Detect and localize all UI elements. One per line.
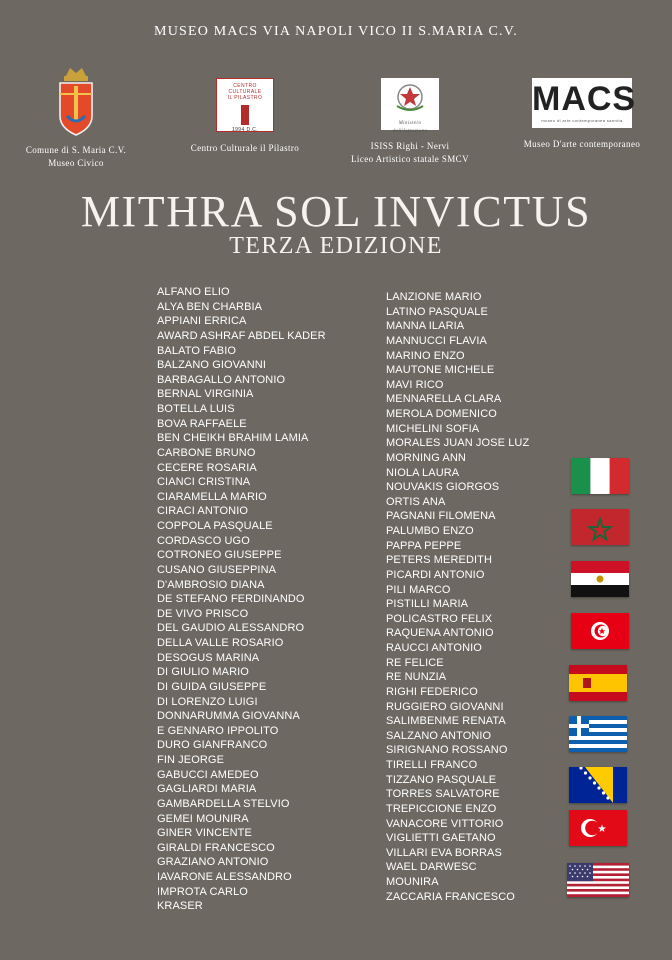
participant-name: COPPOLA PASQUALE	[157, 520, 273, 532]
logo-isiss	[334, 78, 486, 166]
tunisia-flag-icon	[571, 613, 629, 649]
participant-name: NOUVAKIS GIORGOS	[386, 481, 500, 494]
participant-name: MENNARELLA CLARA	[386, 393, 502, 406]
participant-name: CIANCI CRISTINA	[157, 476, 251, 489]
egypt-flag-icon	[571, 561, 629, 597]
participant-name: APPIANI ERRICA	[157, 315, 247, 328]
participant-name: TIZZANO PASQUALE	[386, 773, 497, 786]
participant-name: PILI MARCO	[386, 583, 451, 596]
participant-name: GRAZIANO ANTONIO	[157, 856, 269, 869]
participant-name: VANACORE VITTORIO	[386, 817, 504, 830]
logo-macs	[502, 78, 662, 151]
participant-name: IAVARONE ALESSANDRO	[157, 871, 292, 883]
participant-name: CECERE ROSARIA	[157, 461, 257, 474]
participant-name: MORNING ANN	[386, 451, 466, 464]
participant-name: BALZANO GIOVANNI	[157, 359, 266, 372]
participant-name: TORRES SALVATORE	[386, 788, 500, 801]
participant-name: ORTIS ANA	[386, 495, 446, 508]
participant-name: CIRACI ANTONIO	[157, 505, 249, 518]
usa-flag-icon	[567, 863, 629, 897]
participant-name: PICARDI ANTONIO	[386, 568, 485, 581]
participant-name: DE VIVO PRISCO	[157, 607, 249, 620]
participant-name: SIRIGNANO ROSSANO	[386, 744, 508, 757]
participant-name: PAGNANI FILOMENA	[386, 510, 496, 523]
participant-name: CIARAMELLA MARIO	[157, 490, 267, 503]
participant-name: DONNARUMMA GIOVANNA	[157, 710, 300, 723]
participant-name: BERNAL VIRGINIA	[157, 388, 254, 401]
participant-name: GAGLIARDI MARIA	[157, 783, 257, 796]
pilastro-caption: Centro Culturale il Pilastro	[190, 143, 300, 153]
participant-name: BOTELLA LUIS	[157, 403, 235, 415]
participant-name: ZACCARIA FRANCESCO	[386, 890, 515, 903]
bosnia-flag-icon	[569, 767, 627, 803]
spain-flag-icon	[569, 665, 627, 701]
morocco-flag-icon	[571, 509, 629, 545]
logo-comune	[14, 64, 138, 170]
macs-badge-text: MACS	[532, 80, 637, 118]
participant-name: MAVI RICO	[386, 378, 444, 391]
participant-name: WAEL DARWESC	[386, 861, 477, 874]
isiss-caption-1: ISISS Righi - Nervi	[370, 141, 450, 151]
participant-name: ALYA BEN CHARBIA	[157, 300, 263, 313]
isiss-badge-text: Ministero dell'Istruzione	[392, 121, 428, 134]
macs-caption: Museo D'arte contemporaneo	[523, 139, 641, 149]
participant-name: DI GUIDA GIUSEPPE	[157, 680, 267, 693]
participant-name: DEL GAUDIO ALESSANDRO	[157, 622, 305, 635]
participant-name: MICHELINI SOFIA	[386, 422, 480, 435]
participant-name: FIN JEORGE	[157, 754, 225, 766]
page-title: MITHRA SOL INVICTUS	[80, 187, 592, 236]
comune-caption-1: Comune di S. Maria C.V.	[25, 145, 127, 155]
participant-name: ALFANO ELIO	[157, 286, 230, 298]
participant-name: COTRONEO GIUSEPPE	[157, 549, 282, 562]
pilastro-badge-line-2: IL PILASTRO	[227, 95, 263, 101]
participant-name: VIGLIETTI GAETANO	[386, 832, 496, 845]
participant-name: DURO GIANFRANCO	[157, 739, 268, 752]
participant-name: MEROLA DOMENICO	[386, 408, 497, 420]
turkey-flag-icon	[569, 810, 627, 846]
participant-name: RIGHI FEDERICO	[386, 685, 478, 698]
participant-name: MANNA ILARIA	[386, 320, 465, 333]
macs-badge	[532, 78, 637, 128]
participant-name: MANNUCCI FLAVIA	[386, 334, 487, 347]
greece-flag-icon	[569, 716, 627, 752]
participant-name: BALATO FABIO	[157, 344, 237, 357]
participant-name: PETERS MEREDITH	[386, 554, 493, 567]
participant-name: BARBAGALLO ANTONIO	[157, 373, 286, 386]
participant-name: PISTILLI MARIA	[386, 598, 469, 611]
participant-name: SALZANO ANTONIO	[386, 729, 492, 742]
participant-name: DE STEFANO FERDINANDO	[157, 593, 305, 606]
header-address: MUSEO MACS VIA NAPOLI VICO II S.MARIA C.V.	[154, 24, 518, 39]
participant-name: CUSANO GIUSEPPINA	[157, 563, 277, 576]
participant-name: MAUTONE MICHELE	[386, 364, 495, 377]
italy-emblem-icon	[381, 78, 439, 116]
pilastro-badge-year: 1994 D.C.	[231, 127, 259, 133]
participant-name: GAMBARDELLA STELVIO	[157, 797, 290, 810]
participant-name: NIOLA LAURA	[386, 466, 460, 479]
participant-name: MOUNIRA	[386, 876, 439, 888]
participant-name: D'AMBROSIO DIANA	[157, 578, 265, 591]
participant-name: PALUMBO ENZO	[386, 525, 474, 537]
participant-name: MARINO ENZO	[386, 349, 465, 362]
page-subtitle: TERZA EDIZIONE	[229, 233, 443, 259]
participant-name: BEN CHEIKH BRAHIM LAMIA	[157, 432, 309, 445]
participant-name: SALIMBENME RENATA	[386, 715, 506, 728]
comune-crest-icon	[52, 64, 100, 138]
macs-badge-subtext: museo di arte contemporanea sannita	[541, 118, 623, 123]
participant-name: RUGGIERO GIOVANNI	[386, 700, 504, 713]
logo-pilastro	[166, 78, 324, 155]
participant-name: MORALES JUAN JOSE LUZ	[386, 437, 530, 450]
participant-name: AWARD ASHRAF ABDEL KADER	[157, 329, 326, 342]
isiss-caption-2: Liceo Artistico statale SMCV	[351, 154, 469, 164]
participant-name: GIRALDI FRANCESCO	[157, 841, 275, 854]
participant-name: DI GIULIO MARIO	[157, 666, 249, 679]
participant-name: DELLA VALLE ROSARIO	[157, 637, 284, 649]
participant-name: BOVA RAFFAELE	[157, 417, 247, 430]
italy-flag-icon	[571, 458, 629, 494]
participant-name: LATINO PASQUALE	[386, 305, 488, 318]
pilastro-badge-line-1: CENTRO CULTURALE	[228, 83, 262, 95]
isiss-badge	[381, 78, 439, 134]
participant-name: GEMEI MOUNIRA	[157, 812, 249, 825]
participant-name: DI LORENZO LUIGI	[157, 695, 258, 708]
participants-list-right	[386, 290, 529, 904]
participant-name: GINER VINCENTE	[157, 827, 252, 840]
participant-name: PAPPA PEPPE	[386, 539, 462, 552]
participant-name: RAQUENA ANTONIO	[386, 627, 494, 640]
participant-name: DESOGUS MARINA	[157, 651, 260, 664]
participant-name: TIRELLI FRANCO	[386, 759, 478, 771]
participant-name: RE FELICE	[386, 656, 444, 669]
participant-name: KRASER	[157, 900, 203, 913]
pillar-icon	[241, 105, 249, 125]
participant-name: IMPROTA CARLO	[157, 885, 248, 898]
comune-caption-2: Museo Civico	[48, 158, 104, 168]
participants-list-left	[157, 285, 326, 914]
pilastro-badge	[216, 78, 274, 132]
participant-name: POLICASTRO FELIX	[386, 612, 493, 625]
participant-name: VILLARI EVA BORRAS	[386, 846, 502, 859]
participant-name: E GENNARO IPPOLITO	[157, 724, 279, 737]
participant-name: LANZIONE MARIO	[386, 291, 482, 303]
participant-name: CARBONE BRUNO	[157, 446, 256, 459]
participant-name: RE NUNZIA	[386, 671, 447, 684]
participant-name: RAUCCI ANTONIO	[386, 642, 482, 654]
participant-name: TREPICCIONE ENZO	[386, 802, 497, 815]
participant-name: CORDASCO UGO	[157, 534, 250, 547]
participant-name: GABUCCI AMEDEO	[157, 768, 259, 781]
